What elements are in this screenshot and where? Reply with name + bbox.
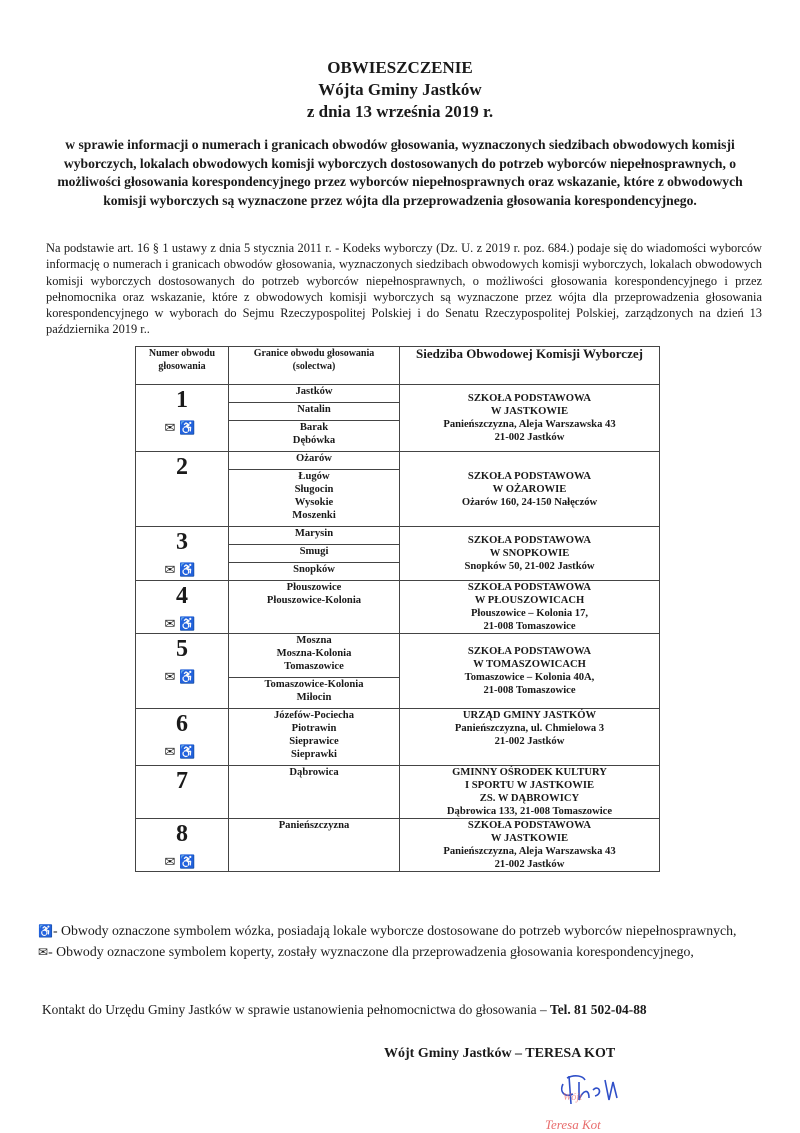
boundary-cell [229, 709, 400, 766]
wheelchair-icon: ♿ [179, 562, 200, 577]
seat-cell [400, 819, 660, 872]
seat-line: 21-002 Jastków [494, 432, 565, 443]
seat-line: W JASTKOWIE [490, 406, 569, 417]
seat-cell [400, 581, 660, 634]
district-number-cell [136, 709, 229, 766]
seat-line: URZĄD GMINY JASTKÓW [462, 710, 597, 721]
stamp-text-faint: Wójt [563, 1092, 582, 1103]
boundary-name: Płouszowice-Kolonia [266, 595, 362, 606]
boundary-name: Sieprawki [291, 749, 337, 760]
district-number-cell [136, 819, 229, 872]
boundary-name: Ożarów [296, 453, 332, 464]
boundary-name: Panieńszczyzna [278, 820, 350, 831]
seat-line: 21-008 Tomaszowice [483, 685, 576, 696]
district-number: 1 [176, 387, 188, 413]
document-subject: w sprawie informacji o numerach i granicach obwodów głosowania, wyznaczonych siedzibach obwodowych komisji wyborczych, lokalach obwodowych komisji wyborczych dostosowanych do potrzeb wyborców niepełnosprawnych, o możliwości głosowania korespondencyjnego przez wyborców niepełnosprawnych oraz wskazanie, które z obwodowych komisji wyborczych są wyznaczone przez wójta dla przeprowadzenia głosowania korespondencyjnego. [57, 137, 743, 208]
title-line-2: Wójta Gminy Jastków [318, 80, 482, 99]
district-number-cell [136, 581, 229, 634]
district-table [135, 346, 660, 872]
envelope-icon: ✉ [164, 420, 180, 435]
seat-line: Panieńszczyzna, Aleja Warszawska 43 [443, 419, 616, 430]
seat-line: SZKOŁA PODSTAWOWA [467, 393, 592, 404]
wheelchair-icon: ♿ [179, 616, 200, 631]
intro-paragraph [46, 240, 762, 338]
legend-envelope-text: - Obwody oznaczone symbolem koperty, zostały wyznaczone dla przeprowadzenia głosowania korespondencyjnego, [48, 943, 694, 959]
header-number: Numer obwodu głosowania [136, 347, 229, 385]
header-boundaries [229, 347, 400, 385]
boundary-name: Dębówka [292, 435, 336, 446]
envelope-icon: ✉ [38, 944, 49, 959]
envelope-icon: ✉ [164, 616, 180, 631]
title-line-3: z dnia 13 września 2019 r. [306, 102, 494, 121]
seat-line: 21-002 Jastków [494, 736, 565, 747]
seat-line: 21-002 Jastków [494, 859, 565, 870]
boundary-cell [229, 470, 400, 527]
boundary-name: Józefów-Pociecha [273, 710, 354, 721]
wheelchair-icon: ♿ [179, 420, 200, 435]
seat-line: SZKOŁA PODSTAWOWA [467, 582, 592, 593]
table-row [136, 385, 660, 403]
district-number: 3 [176, 529, 188, 555]
boundary-name: Wysokie [294, 497, 334, 508]
seat-line: Dąbrowica 133, 21-008 Tomaszowice [446, 806, 613, 817]
table-row [136, 581, 660, 634]
boundary-name: Barak [299, 422, 329, 433]
boundary-name: Moszna-Kolonia [276, 648, 352, 659]
boundary-name: Snopków [293, 564, 335, 575]
boundary-name: Tomaszowice-Kolonia [264, 679, 364, 690]
seat-line: Panieńszczyzna, Aleja Warszawska 43 [443, 846, 616, 857]
boundary-name: Jastków [295, 386, 333, 397]
boundary-cell [229, 819, 400, 872]
seat-line: GMINNY OŚRODEK KULTURY [452, 767, 607, 778]
district-number: 2 [176, 454, 188, 480]
boundary-name: Piotrawin [291, 723, 337, 734]
boundary-cell [229, 421, 400, 452]
boundary-name: Smugi [299, 546, 329, 557]
boundary-name: Płouszowice [286, 582, 342, 593]
header-boundaries-line2: (solectwa) [292, 361, 336, 372]
wheelchair-icon: ♿ [38, 924, 53, 938]
header-boundaries-line1: Granice obwodu głosowania [253, 348, 375, 359]
seat-line: ZS. W DĄBROWICY [479, 793, 580, 804]
seat-line: Tomaszowice – Kolonia 40A, [464, 672, 595, 683]
seat-cell [400, 452, 660, 527]
district-number-cell [136, 452, 229, 527]
boundary-name: Moszenki [292, 510, 336, 521]
district-icons [136, 670, 228, 683]
boundary-cell [229, 452, 400, 470]
boundary-cell [229, 403, 400, 421]
boundary-name: Sieprawice [289, 736, 339, 747]
legend [38, 921, 766, 962]
seat-line: W OŻAROWIE [492, 483, 567, 495]
seat-line: SZKOŁA PODSTAWOWA [467, 646, 592, 657]
intro-text: Na podstawie art. 16 § 1 ustawy z dnia 5 stycznia 2011 r. - Kodeks wyborczy (Dz. U. z 2019 r. poz. 684.) podaje się do wiadomości wyborców informację o numerach i granicach obwodów głosowania, wyznaczonych siedzibach obwodowych komisji wyborczych, lokalach obwodowych komisji wyborczych dostosowanych do potrzeb wyborców niepełnosprawnych, o możliwości głosowania korespondencyjnego i przez pełnomocnika oraz wskazanie, które z obwodowych komisji wyborczych są wyznaczone przez wójta dla przeprowadzenia głosowania korespondencyjnego w wyborach do Sejmu Rzeczypospolitej Polskiej i do Senatu Rzeczypospolitej Polskiej, zarządzonych na dzień 13 października 2019 r.. [46, 241, 762, 337]
legend-wheelchair-text: - Obwody oznaczone symbolem wózka, posiadają lokale wyborcze dostosowane do potrzeb wyborców niepełnosprawnych, [52, 923, 737, 938]
wheelchair-icon: ♿ [179, 854, 200, 869]
district-icons [136, 617, 228, 630]
boundary-cell [229, 563, 400, 581]
district-icons [136, 855, 228, 868]
boundary-cell [229, 527, 400, 545]
boundary-name: Dąbrowica [289, 767, 339, 778]
boundary-name: Miłocin [296, 692, 332, 703]
table-row [136, 634, 660, 678]
envelope-icon: ✉ [164, 562, 180, 577]
table-row [136, 766, 660, 819]
seat-line: W TOMASZOWICACH [473, 659, 586, 670]
seat-line: W SNOPKOWIE [489, 548, 570, 559]
envelope-icon: ✉ [164, 854, 180, 869]
table-body [136, 385, 660, 872]
seat-cell [400, 527, 660, 581]
boundary-name: Moszna [296, 635, 332, 646]
boundary-name: Sługocin [294, 484, 334, 495]
boundary-cell [229, 678, 400, 709]
boundary-name: Tomaszowice [284, 661, 344, 672]
district-number: 7 [176, 768, 188, 794]
district-number: 8 [176, 821, 188, 847]
seat-line: SZKOŁA PODSTAWOWA [467, 535, 592, 546]
seat-cell [400, 634, 660, 709]
table-row [136, 452, 660, 470]
boundary-cell [229, 385, 400, 403]
wheelchair-icon: ♿ [179, 744, 200, 759]
seat-cell [400, 766, 660, 819]
boundary-cell [229, 634, 400, 678]
boundary-cell [229, 545, 400, 563]
boundary-name: Marysin [294, 528, 334, 539]
boundary-cell [229, 581, 400, 634]
table-row [136, 527, 660, 545]
seat-line: W PŁOUSZOWICACH [474, 595, 585, 606]
district-number: 6 [176, 711, 188, 737]
table-header-row [136, 347, 660, 385]
seat-line: SZKOŁA PODSTAWOWA [467, 470, 592, 482]
district-number: 5 [176, 636, 188, 662]
district-number-cell [136, 527, 229, 581]
contact-phone: Tel. 81 502-04-88 [550, 1002, 647, 1017]
seat-line: W JASTKOWIE [490, 833, 569, 844]
contact-line [42, 1002, 647, 1018]
handwritten-signature [555, 1070, 635, 1110]
document-title [0, 57, 800, 123]
district-number-cell [136, 766, 229, 819]
seat-line: Snopków 50, 21-002 Jastków [464, 561, 595, 572]
seat-line: Panieńszczyzna, ul. Chmielowa 3 [454, 723, 605, 734]
legend-wheelchair [38, 921, 766, 942]
district-icons [136, 421, 228, 434]
boundary-name: Natalin [297, 404, 331, 415]
seat-line: I SPORTU W JASTKOWIE [464, 780, 595, 791]
contact-text: Kontakt do Urzędu Gminy Jastków w sprawie ustanowienia pełnomocnictwa do głosowania – [42, 1002, 550, 1017]
district-icons [136, 745, 228, 758]
table-row [136, 709, 660, 766]
boundary-name: Ługów [298, 471, 330, 482]
district-number-cell [136, 385, 229, 452]
stamp-name: Teresa Kot [545, 1117, 601, 1132]
signer-name: Wójt Gminy Jastków – TERESA KOT [384, 1046, 616, 1061]
header-seat: Siedziba Obwodowej Komisji Wyborczej [400, 347, 660, 385]
seat-line: Ożarów 160, 24-150 Nałęczów [461, 496, 598, 508]
district-number-cell [136, 634, 229, 709]
boundary-cell [229, 766, 400, 819]
wheelchair-icon: ♿ [179, 669, 200, 684]
seat-cell [400, 385, 660, 452]
seat-line: Płouszowice – Kolonia 17, [470, 608, 589, 619]
table-row [136, 819, 660, 872]
seat-line: SZKOŁA PODSTAWOWA [467, 820, 592, 831]
district-number: 4 [176, 583, 188, 609]
envelope-icon: ✉ [164, 744, 180, 759]
title-line-1: OBWIESZCZENIE [327, 58, 473, 77]
district-icons [136, 563, 228, 576]
legend-envelope [38, 942, 766, 963]
envelope-icon: ✉ [164, 669, 180, 684]
seat-line: 21-008 Tomaszowice [483, 621, 576, 632]
seat-cell [400, 709, 660, 766]
